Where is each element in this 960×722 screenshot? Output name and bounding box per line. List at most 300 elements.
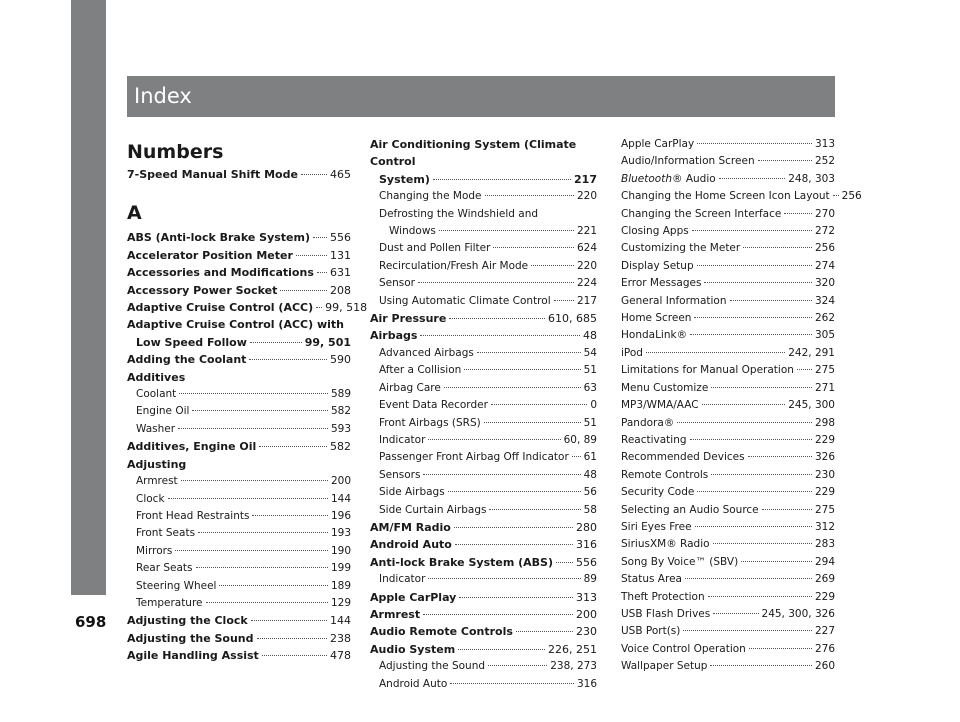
index-subentry[interactable] — [370, 188, 597, 205]
index-page-ref[interactable]: 262 — [814, 312, 835, 325]
dot-leader — [833, 195, 839, 196]
index-page-ref[interactable]: 99, 501 — [304, 335, 351, 349]
index-page-ref[interactable]: 229 — [814, 433, 835, 446]
index-page-ref[interactable]: 144 — [330, 614, 351, 628]
index-subentry[interactable] — [621, 658, 835, 675]
dot-leader — [196, 567, 328, 568]
index-page-ref[interactable]: 478 — [330, 649, 351, 663]
index-subentry[interactable] — [621, 310, 835, 327]
index-entry-text: Display Setup — [621, 259, 694, 272]
index-page-ref[interactable]: 312 — [814, 520, 835, 533]
dot-leader — [702, 404, 786, 405]
index-entry-text: Indicator — [379, 573, 426, 586]
dot-leader — [690, 334, 812, 335]
index-entry-text: Washer — [136, 422, 176, 435]
dot-leader — [477, 352, 581, 353]
index-page-ref[interactable]: 256 — [814, 242, 835, 255]
index-page-ref[interactable]: 556 — [330, 231, 351, 245]
index-subentry[interactable] — [621, 171, 835, 188]
index-subentry[interactable] — [370, 658, 597, 675]
index-subentry-label: Defrosting the Windshield and — [379, 207, 539, 220]
dot-leader — [719, 178, 786, 179]
index-entry-text: USB Port(s) — [621, 625, 681, 638]
index-entry[interactable] — [370, 554, 597, 571]
index-entry[interactable] — [127, 229, 351, 246]
index-page-ref[interactable]: 131 — [330, 248, 351, 262]
dot-leader — [697, 491, 812, 492]
index-entry-text: Advanced Airbags — [379, 346, 474, 359]
index-entry-text: Adaptive Cruise Control (ACC) — [127, 301, 314, 315]
index-subentry[interactable] — [621, 415, 835, 432]
index-page-ref[interactable]: 221 — [576, 225, 597, 238]
index-entry[interactable] — [370, 623, 597, 640]
dot-leader — [316, 307, 322, 308]
index-subentry[interactable] — [621, 502, 835, 519]
dot-leader — [797, 369, 812, 370]
index-page-ref[interactable]: 275 — [814, 364, 835, 377]
index-page-ref[interactable]: 63 — [583, 381, 597, 394]
index-page-ref[interactable]: 217 — [574, 172, 597, 186]
index-entry-text: Changing the Mode — [379, 190, 482, 203]
index-page-ref[interactable]: 631 — [330, 266, 351, 280]
index-page-ref[interactable]: 276 — [814, 642, 835, 655]
index-subentry[interactable] — [621, 136, 835, 153]
index-entry-label: Adaptive Cruise Control (ACC) with — [127, 318, 344, 332]
index-page-ref[interactable]: 316 — [576, 677, 597, 690]
index-page-ref[interactable]: 229 — [814, 590, 835, 603]
index-page-ref[interactable]: 61 — [583, 451, 597, 464]
index-entry-text: Limitations for Manual Operation — [621, 364, 794, 377]
dot-leader — [713, 613, 758, 614]
index-subentry[interactable] — [621, 606, 835, 623]
index-subentry[interactable] — [621, 641, 835, 658]
index-entry-text: Temperature — [136, 596, 203, 609]
index-page-ref[interactable]: 270 — [814, 207, 835, 220]
index-subentry[interactable] — [127, 386, 351, 403]
dot-leader — [301, 174, 327, 175]
index-subentry[interactable] — [370, 380, 597, 397]
side-index-tab — [71, 0, 106, 595]
dot-leader — [488, 665, 547, 666]
index-subentry[interactable] — [127, 403, 351, 420]
index-page-ref[interactable]: 252 — [814, 155, 835, 168]
dot-leader — [313, 237, 327, 238]
index-page-ref[interactable]: 245, 300 — [788, 399, 835, 412]
index-entry[interactable] — [370, 589, 597, 606]
dot-leader — [259, 446, 327, 447]
index-page-ref[interactable]: 54 — [583, 346, 597, 359]
index-subentry[interactable] — [127, 473, 351, 490]
index-entry-text: Bluetooth® Audio — [621, 172, 716, 185]
dot-leader — [646, 352, 785, 353]
index-entry-text: 7-Speed Manual Shift Mode — [127, 168, 298, 181]
dot-leader — [219, 585, 327, 586]
index-subentry[interactable] — [621, 345, 835, 362]
index-page-ref[interactable]: 224 — [576, 277, 597, 290]
index-entry-text: Error Messages — [621, 277, 702, 290]
dot-leader — [449, 318, 545, 319]
dot-leader — [710, 665, 812, 666]
index-page-ref[interactable]: 99, 518 — [325, 301, 368, 315]
dot-leader — [556, 562, 573, 563]
index-page-ref[interactable]: 590 — [330, 353, 351, 367]
index-entry[interactable] — [370, 310, 597, 327]
index-page-ref[interactable]: 230 — [576, 625, 597, 639]
index-page-ref[interactable]: 129 — [330, 596, 351, 609]
dot-leader — [252, 515, 327, 516]
index-page-ref[interactable]: 610, 685 — [548, 312, 597, 326]
index-entry-text: Air Pressure — [370, 312, 447, 326]
index-page-ref[interactable]: 193 — [330, 527, 351, 540]
index-entry-text: Theft Protection — [621, 590, 705, 603]
index-page-ref[interactable]: 200 — [576, 607, 597, 621]
index-subentry[interactable] — [127, 491, 351, 508]
index-entry-text: Armrest — [370, 607, 421, 621]
index-entry-text: MP3/WMA/AAC — [621, 399, 699, 412]
index-page-ref[interactable]: 593 — [330, 422, 351, 435]
side-tab-label: Index — [60, 517, 73, 548]
dot-leader — [418, 282, 574, 283]
index-entry[interactable] — [127, 438, 351, 455]
index-entry-text: Side Curtain Airbags — [379, 503, 487, 516]
index-entry-text: Rear Seats — [136, 562, 193, 575]
dot-leader — [280, 290, 327, 291]
index-entry[interactable] — [370, 519, 597, 536]
dot-leader — [296, 255, 327, 256]
index-page-ref[interactable]: 624 — [576, 242, 597, 255]
dot-leader — [711, 387, 812, 388]
index-subentry[interactable] — [621, 240, 835, 257]
index-page-ref[interactable]: 280 — [576, 520, 597, 534]
index-page-ref[interactable]: 294 — [814, 555, 835, 568]
dot-leader — [694, 317, 812, 318]
index-entry-text: Anti-lock Brake System (ABS) — [370, 555, 553, 569]
index-page-ref[interactable]: 316 — [576, 538, 597, 552]
index-page-ref[interactable]: 144 — [330, 492, 351, 505]
index-entry-text: Reactivating — [621, 433, 687, 446]
dot-leader — [464, 369, 580, 370]
index-entry[interactable] — [370, 606, 597, 623]
index-subentry[interactable] — [621, 153, 835, 170]
index-subentry[interactable] — [621, 432, 835, 449]
index-page-ref[interactable]: 320 — [814, 277, 835, 290]
index-subentry[interactable] — [621, 536, 835, 553]
index-entry-text: Agile Handling Assist — [127, 649, 259, 663]
index-subentry[interactable] — [621, 188, 862, 205]
index-page-ref[interactable]: 238, 273 — [550, 660, 597, 673]
dot-leader — [704, 282, 812, 283]
index-subentry[interactable] — [127, 525, 351, 542]
index-entry-text: Indicator — [379, 433, 426, 446]
dot-leader — [428, 578, 580, 579]
index-entry[interactable] — [127, 166, 351, 183]
index-page-ref[interactable]: 582 — [330, 440, 351, 454]
index-subentry[interactable] — [621, 449, 835, 466]
index-entry-text: Engine Oil — [136, 405, 190, 418]
dot-leader — [784, 213, 812, 214]
index-subentry[interactable] — [370, 449, 597, 466]
dot-leader — [179, 393, 328, 394]
index-entry-text: Adjusting the Clock — [127, 614, 248, 628]
dot-leader — [516, 631, 573, 632]
index-entry[interactable] — [370, 536, 597, 553]
dot-leader — [730, 300, 812, 301]
index-page-ref[interactable]: 275 — [814, 503, 835, 516]
index-page-ref[interactable]: 230 — [814, 468, 835, 481]
index-page-ref[interactable]: 269 — [814, 573, 835, 586]
index-page-ref[interactable]: 196 — [330, 509, 351, 522]
index-entry-label: Additives — [127, 370, 186, 384]
index-page-ref[interactable]: 242, 291 — [788, 346, 835, 359]
index-entry-text: Recommended Devices — [621, 451, 745, 464]
index-page-ref[interactable]: 48 — [583, 329, 597, 343]
index-page-ref[interactable]: 313 — [814, 138, 835, 150]
index-subentry[interactable] — [127, 421, 351, 438]
index-entry-text: Closing Apps — [621, 225, 689, 238]
index-entry-text: Audio Remote Controls — [370, 625, 513, 639]
index-subentry[interactable] — [621, 223, 835, 240]
index-entry-text: Clock — [136, 492, 165, 505]
index-page-ref[interactable]: 582 — [330, 405, 351, 418]
index-entry[interactable] — [127, 247, 351, 264]
index-entry-text: Home Screen — [621, 312, 692, 325]
index-entry[interactable] — [127, 612, 351, 629]
index-subentry[interactable] — [127, 508, 351, 525]
index-subentry[interactable] — [127, 560, 351, 577]
index-subentry[interactable] — [621, 623, 835, 640]
dot-leader — [433, 179, 571, 180]
index-page-ref[interactable]: 0 — [590, 399, 597, 412]
index-page-ref[interactable]: 60, 89 — [563, 433, 597, 446]
dot-leader — [175, 550, 328, 551]
index-entry-text: Passenger Front Airbag Off Indicator — [379, 451, 569, 464]
index-page-ref[interactable]: 56 — [583, 486, 597, 499]
index-entry-text: ABS (Anti-lock Brake System) — [127, 231, 310, 245]
index-subentry[interactable] — [621, 571, 835, 588]
dot-leader — [198, 532, 328, 533]
dot-leader — [257, 638, 328, 639]
dot-leader — [695, 526, 812, 527]
index-entry-text: Song By Voice™ (SBV) — [621, 555, 739, 568]
index-entry[interactable] — [370, 171, 597, 188]
index-subentry[interactable] — [621, 397, 835, 414]
dot-leader — [454, 527, 573, 528]
index-subentry[interactable] — [621, 589, 835, 606]
index-page-ref[interactable]: 556 — [576, 555, 597, 569]
index-entry[interactable] — [127, 282, 351, 299]
index-entry-label: Adjusting — [127, 457, 187, 471]
index-page-ref[interactable]: 326 — [814, 451, 835, 464]
index-page-ref[interactable]: 589 — [330, 388, 351, 401]
dot-leader — [484, 422, 581, 423]
index-entry-text: Airbag Care — [379, 381, 441, 394]
index-subentry[interactable] — [621, 519, 835, 536]
index-entry-text: After a Collision — [379, 364, 462, 377]
dot-leader — [697, 143, 812, 144]
dot-leader — [251, 620, 327, 621]
index-entry-text: Pandora® — [621, 416, 675, 429]
index-entry-text: Apple CarPlay — [621, 138, 695, 150]
index-entry-text: Using Automatic Climate Control — [379, 294, 551, 307]
index-page-ref[interactable]: 58 — [583, 503, 597, 516]
dot-leader — [249, 359, 327, 360]
index-subentry[interactable] — [621, 206, 835, 223]
index-subentry[interactable] — [370, 258, 597, 275]
index-page-ref[interactable]: 248, 303 — [788, 172, 835, 185]
index-entry-text: Changing the Screen Interface — [621, 207, 782, 220]
index-page-ref[interactable]: 245, 300, 326 — [761, 607, 835, 620]
index-entry[interactable] — [127, 334, 351, 351]
index-entry-label: Air Conditioning System (Climate Control — [370, 138, 577, 169]
index-page-ref[interactable]: 220 — [576, 259, 597, 272]
index-entry-text: USB Flash Drives — [621, 607, 711, 620]
index-subentry[interactable] — [127, 578, 351, 595]
dot-leader — [444, 387, 581, 388]
index-entry[interactable] — [370, 641, 597, 658]
index-page-ref[interactable]: 89 — [583, 573, 597, 586]
dot-leader — [748, 456, 812, 457]
index-page-ref[interactable]: 271 — [814, 381, 835, 394]
dot-leader — [493, 247, 574, 248]
dot-leader — [439, 230, 574, 231]
dot-leader — [749, 648, 812, 649]
index-entry-text: Customizing the Meter — [621, 242, 741, 255]
index-page-ref[interactable]: 324 — [814, 294, 835, 307]
index-subentry[interactable] — [621, 293, 835, 310]
index-entry-text: Menu Customize — [621, 381, 709, 394]
index-page-ref[interactable]: 48 — [583, 468, 597, 481]
index-page-ref[interactable]: 305 — [814, 329, 835, 342]
dot-leader — [178, 428, 328, 429]
index-entry-text: Android Auto — [379, 677, 448, 690]
dot-leader — [708, 596, 812, 597]
index-subentry[interactable] — [370, 571, 597, 588]
index-entry-text: iPod — [621, 346, 643, 359]
index-entry-text: Accessory Power Socket — [127, 283, 278, 297]
index-page-ref[interactable]: 229 — [814, 486, 835, 499]
index-subentry[interactable] — [370, 345, 597, 362]
index-page-ref[interactable]: 51 — [583, 416, 597, 429]
index-subentry[interactable] — [370, 362, 597, 379]
index-entry-text: Selecting an Audio Source — [621, 503, 759, 516]
index-page-ref[interactable]: 226, 251 — [548, 642, 597, 656]
dot-leader — [168, 498, 328, 499]
index-page-ref[interactable]: 217 — [576, 294, 597, 307]
index-subentry[interactable] — [370, 275, 597, 292]
index-entry-text: Windows — [389, 225, 436, 238]
section-heading-a: A — [127, 202, 142, 225]
index-entry-text: Dust and Pollen Filter — [379, 242, 491, 255]
index-subentry[interactable] — [621, 275, 835, 292]
dot-leader — [192, 410, 328, 411]
index-subentry[interactable] — [370, 484, 597, 501]
index-page-ref[interactable]: 190 — [330, 544, 351, 557]
index-entry-text: Recirculation/Fresh Air Mode — [379, 259, 529, 272]
index-page-ref[interactable]: 200 — [330, 475, 351, 488]
index-subentry[interactable] — [370, 223, 597, 240]
index-column-3 — [621, 136, 862, 676]
index-page-ref[interactable]: 51 — [583, 364, 597, 377]
dot-leader — [531, 265, 574, 266]
index-subentry[interactable] — [621, 327, 835, 344]
index-entry[interactable] — [127, 299, 368, 316]
index-entry[interactable] — [127, 630, 351, 647]
index-subentry[interactable] — [621, 380, 835, 397]
index-entry-text: Front Airbags (SRS) — [379, 416, 481, 429]
index-page-ref[interactable]: 256 — [841, 190, 862, 203]
index-subentry[interactable] — [370, 240, 597, 257]
index-page-ref[interactable]: 220 — [576, 190, 597, 203]
index-entry[interactable] — [127, 647, 351, 664]
index-subentry[interactable] — [370, 467, 597, 484]
index-page-ref[interactable]: 189 — [330, 579, 351, 592]
index-page-ref[interactable]: 199 — [330, 562, 351, 575]
index-page-ref[interactable]: 238 — [330, 631, 351, 645]
index-entry-text: Adjusting the Sound — [379, 660, 486, 673]
section-heading-numbers: Numbers — [127, 141, 224, 163]
dot-leader — [206, 602, 328, 603]
index-entry-text: Coolant — [136, 388, 177, 401]
index-entry[interactable] — [127, 264, 351, 281]
dot-leader — [181, 480, 328, 481]
index-subentry[interactable] — [370, 293, 597, 310]
index-page-ref[interactable]: 313 — [576, 590, 597, 604]
dot-leader — [262, 655, 327, 656]
index-column-2 — [370, 136, 597, 693]
index-subentry[interactable] — [621, 554, 835, 571]
index-entry-text: AM/FM Radio — [370, 520, 451, 534]
dot-leader — [491, 404, 587, 405]
index-subentry[interactable] — [621, 467, 835, 484]
index-entry-text: Airbags — [370, 329, 418, 343]
dot-leader — [485, 195, 574, 196]
index-subentry[interactable] — [370, 502, 597, 519]
page-title: Index — [134, 84, 192, 108]
index-page-ref[interactable]: 272 — [814, 225, 835, 238]
dot-leader — [713, 543, 812, 544]
index-subentry[interactable] — [370, 432, 597, 449]
index-entry[interactable] — [127, 351, 351, 368]
index-subentry[interactable] — [370, 676, 597, 693]
index-subentry[interactable] — [621, 258, 835, 275]
index-subentry[interactable] — [127, 595, 351, 612]
index-page-ref[interactable]: 274 — [814, 259, 835, 272]
dot-leader — [428, 439, 560, 440]
index-page-ref[interactable]: 227 — [814, 625, 835, 638]
index-entry-text: Status Area — [621, 573, 682, 586]
index-entry-text: Accelerator Position Meter — [127, 248, 293, 262]
index-entry-text: Low Speed Follow — [136, 335, 247, 349]
index-page-ref[interactable]: 283 — [814, 538, 835, 551]
index-page-ref[interactable]: 298 — [814, 416, 835, 429]
index-page-ref[interactable]: 208 — [330, 283, 351, 297]
dot-leader — [455, 544, 573, 545]
index-subentry[interactable] — [127, 543, 351, 560]
index-page-ref[interactable]: 260 — [814, 660, 835, 673]
index-subentry[interactable] — [621, 484, 835, 501]
index-subentry[interactable] — [370, 397, 597, 414]
index-entry-text: Mirrors — [136, 544, 173, 557]
dot-leader — [762, 509, 812, 510]
index-entry-text: Apple CarPlay — [370, 590, 457, 604]
index-entry-text: Front Seats — [136, 527, 196, 540]
index-page-ref[interactable]: 465 — [330, 168, 351, 181]
index-entry-text: Sensor — [379, 277, 415, 290]
index-entry-text: System) — [379, 172, 430, 186]
index-subentry[interactable] — [621, 362, 835, 379]
index-subentry[interactable] — [370, 415, 597, 432]
index-entry[interactable] — [370, 327, 597, 344]
